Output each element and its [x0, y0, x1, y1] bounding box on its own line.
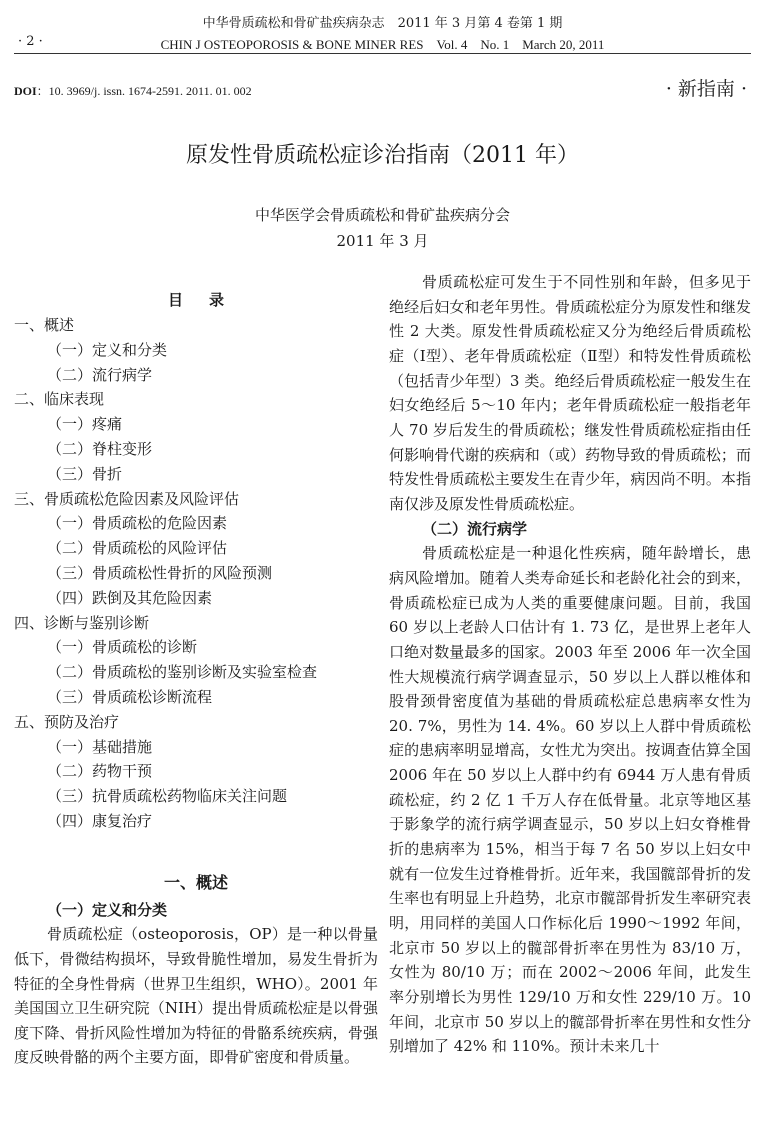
toc-title: 目录: [167, 291, 250, 309]
article-title: 原发性骨质疏松症诊治指南（2011 年）: [186, 143, 579, 168]
header-rule: [14, 53, 751, 54]
toc-subitem: （二）脊柱变形: [47, 439, 153, 458]
toc-item: 四、诊断与鉴别诊断: [14, 613, 150, 632]
toc-subitem: （一）基础措施: [47, 737, 153, 756]
journal-header-en: CHIN J OSTEOPOROSIS & BONE MINER RES Vol. 4 No. 1 March 20, 2011: [160, 37, 605, 52]
doi-value: ：10. 3969/j. issn. 1674-2591. 2011. 01. 002: [36, 84, 252, 98]
toc-subitem: （三）骨折: [47, 464, 123, 483]
doi-label: DOI: [14, 84, 37, 98]
toc-subitem: （二）流行病学: [47, 365, 153, 384]
toc-subitem: （二）骨质疏松的风险评估: [47, 539, 228, 558]
toc-subitem: （四）跌倒及其危险因素: [47, 588, 213, 607]
right-column: [389, 270, 751, 1059]
left-column: [14, 270, 378, 1070]
subsection-heading: （二）流行病学: [422, 519, 528, 538]
toc-subitem: （四）康复治疗: [47, 811, 153, 830]
body-paragraph: 骨质疏松症可发生于不同性别和年龄，但多见于绝经后妇女和老年男性。骨质疏松症分为原发性和继发性 2 大类。原发性骨质疏松症又分为绝经后骨质疏松症（Ⅰ型）、老年骨质疏松症（Ⅱ型）和特发性骨质疏松（包括青少年型）3 类。绝经后骨质疏松症一般发生在妇女绝经后 5～10 年内；老年骨质疏松症一般指老年人 70 岁后发生的骨质疏松；继发性骨质疏松症指由任何影响骨代谢的疾病和（或）药物导致的骨质疏松；而特发性骨质疏松主要发生在青少年，病因尚不明。本指南仅涉及原发性骨质疏松症。: [389, 273, 751, 513]
page-number: · 2 ·: [18, 34, 43, 49]
toc-subitem: （三）骨质疏松诊断流程: [47, 687, 213, 706]
toc-subitem: （三）骨质疏松性骨折的风险预测: [47, 563, 273, 582]
toc-subitem: （一）骨质疏松的诊断: [47, 638, 198, 657]
column-tag: · 新指南 ·: [665, 78, 747, 100]
toc-subitem: （二）药物干预: [47, 762, 153, 781]
toc-subitem: （一）骨质疏松的危险因素: [47, 514, 228, 533]
toc-item: 二、临床表现: [14, 390, 105, 409]
table-of-contents: [14, 313, 378, 834]
section-heading: 一、概述: [163, 872, 228, 892]
toc-item: 五、预防及治疗: [14, 712, 120, 731]
journal-header-cn: 中华骨质疏松和骨矿盐疾病杂志 2011 年 3 月第 4 卷第 1 期: [202, 16, 563, 31]
doi-line: [14, 82, 252, 99]
toc-subitem: （一）疼痛: [47, 415, 123, 434]
body-paragraph: 骨质疏松症（osteoporosis，OP）是一种以骨量低下，骨微结构损坏，导致骨脆性增加，易发生骨折为特征的全身性骨病（世界卫生组织，WHO）。2001 年美国国立卫生研究院（NIH）提出骨质疏松症是以骨强度下降、骨折风险性增加为特征的骨骼系统疾病，骨强度反映骨骼的两个主要方面，即骨矿密度和骨质量。: [14, 925, 378, 1067]
toc-item: 三、骨质疏松危险因素及风险评估: [14, 489, 240, 508]
subsection-heading: （一）定义和分类: [47, 900, 168, 919]
body-paragraph: 骨质疏松症是一种退化性疾病，随年龄增长，患病风险增加。随着人类寿命延长和老龄化社会的到来，骨质疏松症已成为人类的重要健康问题。目前，我国 60 岁以上老龄人口估计有 1. 73 亿，是世界上老年人口绝对数量最多的国家。2003 年至 2006 年一次全国性大规模流行病学调查显示，50 岁以上人群以椎体和股骨颈骨密度值为基础的骨质疏松症总患病率女性为 20. 7%，男性为 14. 4%。60 岁以上人群中骨质疏松症的患病率明显增高，女性尤为突出。按调查估算全国 2006 年在 50 岁以上人群中约有 6944 万人患有骨质疏松症，约 2 亿 1 千万人存在低骨量。北京等地区基于影象学的流行病学调查显示，50 岁以上妇女脊椎骨折的患病率为 15%，相当于每 7 名 50 岁以上妇女中就有一位发生过脊椎骨折。近年来，我国髋部骨折的发生率也有明显上升趋势，北京市髋部骨折发生率研究表明，用同样的美国人口作标化后 1990～1992 年间，北京市 50 岁以上的髋部骨折率在男性为 83/10 万，女性为 80/10 万；而在 2002～2006 年间，此发生率分别增长为男性 129/10 万和女性 229/10 万。10 年间，北京市 50 岁以上的髋部骨折率在男性和女性分别增加了 42% 和 110%。预计未来几十: [389, 544, 751, 1056]
toc-item: 一、概述: [14, 316, 75, 334]
toc-subitem: （二）骨质疏松的鉴别诊断及实验室检查: [47, 663, 318, 682]
toc-subitem: （一）定义和分类: [47, 340, 168, 359]
toc-subitem: （三）抗骨质疏松药物临床关注问题: [47, 787, 288, 806]
author-organization: 中华医学会骨质疏松和骨矿盐疾病分会: [254, 206, 510, 224]
publication-date: 2011 年 3 月: [336, 232, 429, 250]
